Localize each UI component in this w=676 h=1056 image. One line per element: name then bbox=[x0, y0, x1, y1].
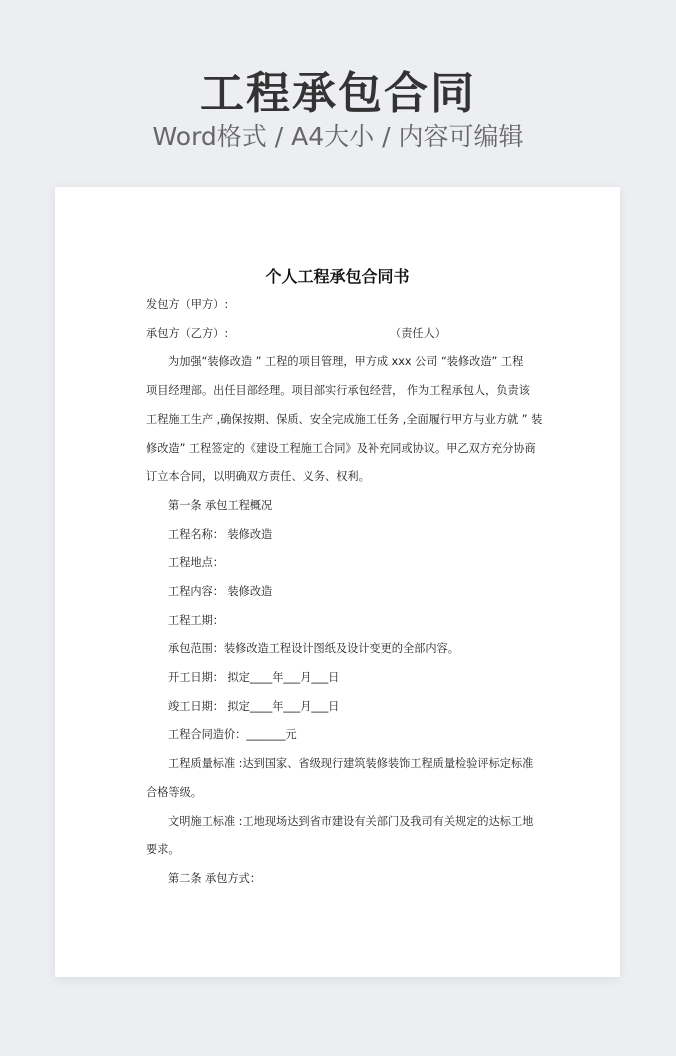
page-subtitle: Word格式 / A4大小 / 内容可编辑 bbox=[152, 122, 524, 151]
quality-standard-line: 工程质量标准 :达到国家、省级现行建筑装修装饰工程质量检验评标定标准 bbox=[168, 757, 534, 770]
project-content-line: 工程内容： 装修改造 bbox=[168, 585, 273, 598]
intro-line: 修改造” 工程签定的《建设工程施工合同》及补充同或协议。甲乙双方充分协商 bbox=[146, 442, 536, 455]
party-b-line: 承包方（乙方）: bbox=[146, 327, 229, 340]
civil-construction-line: 要求。 bbox=[146, 843, 180, 856]
project-name-line: 工程名称： 装修改造 bbox=[168, 528, 273, 541]
quality-standard-line: 合格等级。 bbox=[146, 786, 202, 799]
document-page bbox=[55, 187, 620, 977]
project-period-line: 工程工期： bbox=[168, 614, 224, 627]
article2-heading: 第二条 承包方式： bbox=[168, 872, 262, 885]
page-title: 工程承包合同 bbox=[200, 68, 476, 119]
article1-heading: 第一条 承包工程概况 bbox=[168, 499, 273, 512]
completion-date-line: 竣工日期： 拟定____年___月___日 bbox=[168, 700, 340, 713]
document-title: 个人工程承包合同书 bbox=[265, 267, 410, 286]
intro-line: 项目经理部。出任目部经理。项目部实行承包经营， 作为工程承包人，负责该 bbox=[146, 384, 530, 397]
project-location-line: 工程地点： bbox=[168, 556, 224, 569]
party-b-responsible-label: （责任人） bbox=[390, 327, 446, 340]
civil-construction-line: 文明施工标准 :工地现场达到省市建设有关部门及我司有关规定的达标工地 bbox=[168, 815, 534, 828]
start-date-line: 开工日期： 拟定____年___月___日 bbox=[168, 671, 340, 684]
contract-scope-line: 承包范围：装修改造工程设计图纸及设计变更的全部内容。 bbox=[168, 642, 459, 655]
intro-line: 订立本合同，以明确双方责任、义务、权利。 bbox=[146, 470, 370, 483]
contract-price-line: 工程合同造价：_______元 bbox=[168, 728, 297, 741]
party-a-line: 发包方（甲方）: bbox=[146, 298, 229, 311]
intro-line: 工程施工生产 ,确保按期、保质、安全完成施工任务 ,全面履行甲方与业方就 ” 装 bbox=[146, 413, 543, 426]
intro-line: 为加强“装修改造 ” 工程的项目管理，甲方成 xxx 公司 “装修改造” 工程 bbox=[168, 355, 524, 368]
